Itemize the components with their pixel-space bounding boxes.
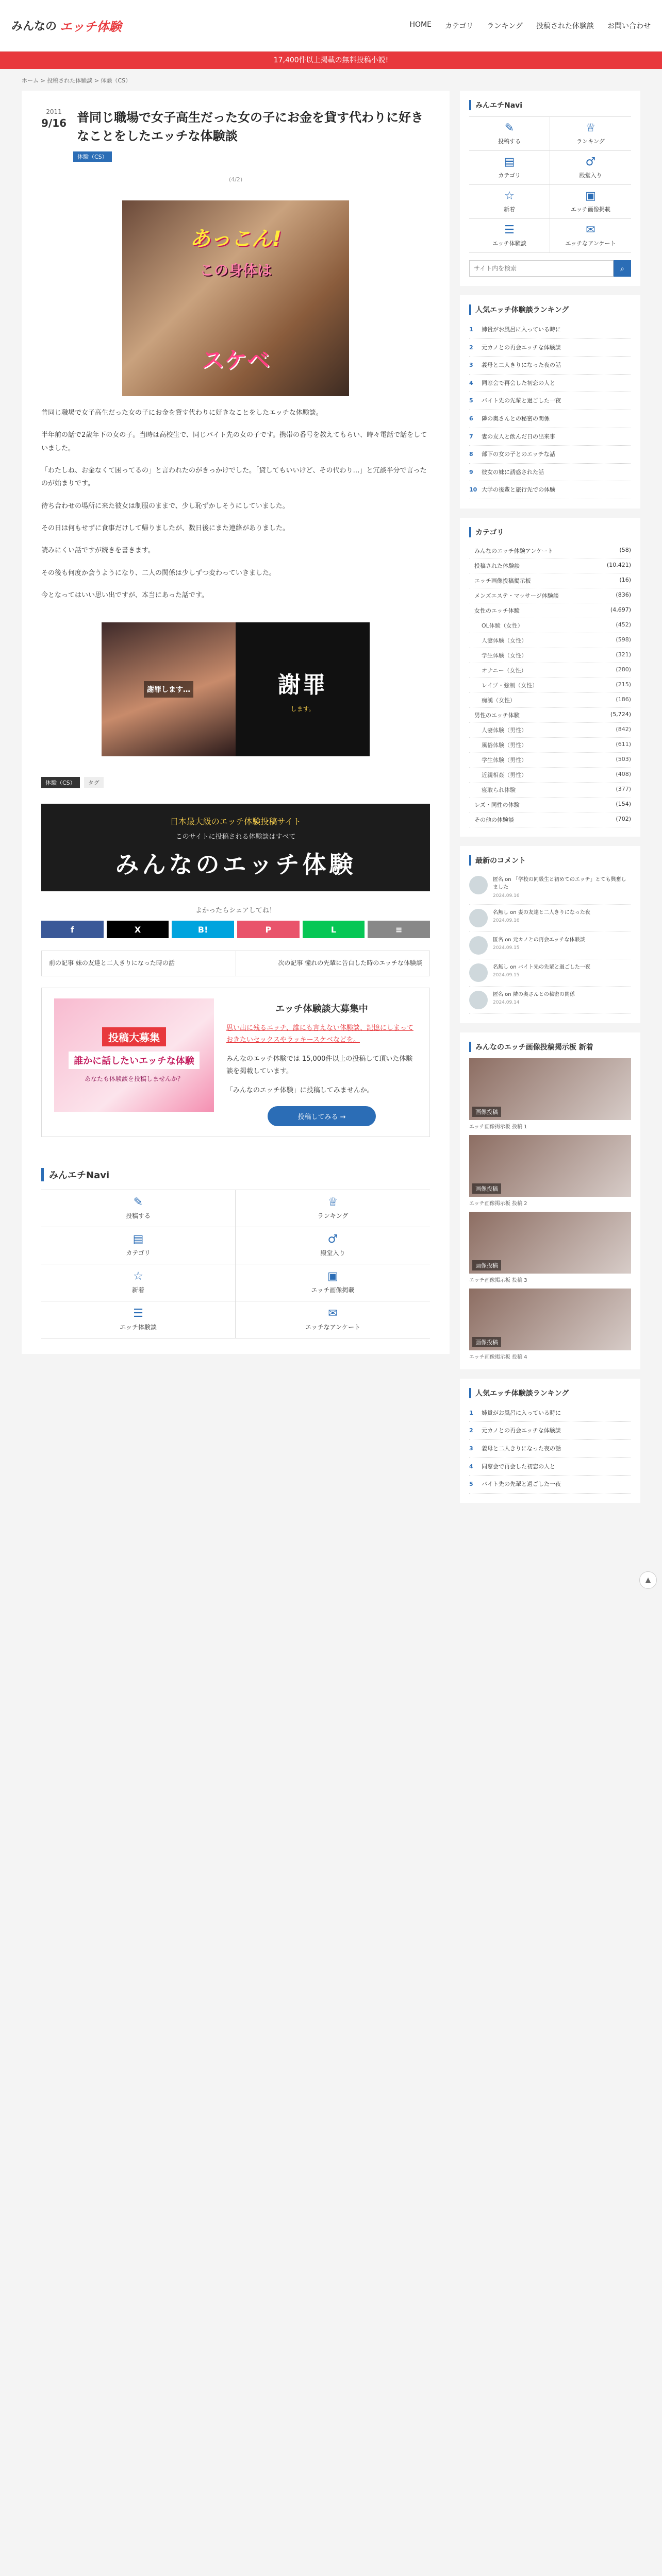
hero-text-1: あっこん!: [190, 227, 282, 251]
navi-label: 新着: [131, 1286, 144, 1294]
sidebar-navi-grid: [469, 116, 631, 253]
folder-icon: ▤: [133, 1232, 144, 1246]
share-label: よかったらシェアしてね！: [195, 907, 276, 915]
avatar: [469, 876, 488, 894]
pencil-icon: ✎: [504, 121, 515, 134]
folder-icon: ▤: [504, 155, 515, 168]
hero-image: [122, 200, 349, 396]
category-item[interactable]: 学生体験（女性） (321): [469, 648, 631, 663]
share-buttons: [41, 921, 430, 938]
sidebar-navi-title: みんエチNavi: [469, 100, 631, 110]
image-thumbnail: 画像投稿: [469, 1135, 631, 1197]
ranking-list: [469, 321, 631, 499]
category-item[interactable]: 学生体験（男性） (503): [469, 753, 631, 768]
article-main: [22, 91, 450, 1354]
camera-icon: ▣: [327, 1269, 338, 1283]
ranking-item[interactable]: 7 妻の友人と飲んだ日の出来事: [469, 428, 631, 446]
navi-label: カテゴリ: [498, 172, 521, 179]
sidebar: [460, 91, 640, 1503]
hatena-share-button[interactable]: B!: [172, 921, 234, 938]
side-navi-ranking[interactable]: [550, 117, 631, 151]
category-item[interactable]: 風俗体験（男性） (611): [469, 738, 631, 753]
navi-grid: [41, 1190, 430, 1338]
recruit-text-3: 「みんなのエッチ体験」に投稿してみませんか。: [226, 1087, 374, 1095]
ranking-title: 人気エッチ体験談ランキング: [469, 304, 631, 315]
post-submit-button[interactable]: 投稿してみる →: [268, 1106, 376, 1126]
navi-label: 殿堂入り: [320, 1249, 345, 1257]
category-item[interactable]: 男性のエッチ体験 (5,724): [469, 708, 631, 723]
category-item[interactable]: みんなのエッチ体験アンケート (58): [469, 544, 631, 558]
person-icon: ♂: [585, 155, 596, 168]
navi-label: 投稿する: [498, 138, 521, 145]
navi-label: エッチ体験談: [492, 240, 526, 247]
ranking-item[interactable]: 1 姉貴がお風呂に入っている時に: [469, 321, 631, 339]
article-paragraph: その後も何度か会うようになり、二人の関係は少しずつ変わっていきました。: [41, 569, 276, 577]
site-banner[interactable]: [41, 804, 430, 891]
ranking-item[interactable]: 6 隣の奥さんとの秘密の関係: [469, 410, 631, 428]
ranking-item[interactable]: 8 部下の女の子とのエッチな話: [469, 446, 631, 464]
category-item[interactable]: エッチ画像投稿掲示板 (16): [469, 573, 631, 588]
navi-label: 投稿する: [125, 1212, 151, 1219]
image-post[interactable]: 画像投稿 エッチ画像掲示板 投稿 3: [469, 1212, 631, 1283]
navi-section-title: みんエチNavi: [41, 1168, 430, 1181]
ranking-item[interactable]: 2 元カノとの再会エッチな体験談: [469, 339, 631, 357]
image-post[interactable]: 画像投稿 エッチ画像掲示板 投稿 1: [469, 1058, 631, 1130]
pencil-icon: ✎: [133, 1195, 143, 1209]
comments-title: 最新のコメント: [469, 855, 631, 866]
avatar: [469, 991, 488, 1009]
ranking-item[interactable]: 10 大学の後輩と旅行先での体験: [469, 481, 631, 499]
nav-ranking[interactable]: ランキング: [487, 22, 523, 30]
image-post[interactable]: 画像投稿 エッチ画像掲示板 投稿 4: [469, 1289, 631, 1360]
pocket-share-button[interactable]: P: [237, 921, 300, 938]
image-post[interactable]: 画像投稿 エッチ画像掲示板 投稿 2: [469, 1135, 631, 1207]
image-board-title: みんなのエッチ画像投稿掲示板 新着: [469, 1042, 631, 1052]
promo-ad-left: [102, 622, 236, 756]
navi-image-board[interactable]: [236, 1264, 430, 1301]
recruit-text-2: みんなのエッチ体験では 15,000件以上の投稿して頂いた体験談を掲載しています。: [226, 1055, 413, 1075]
site-header: [0, 0, 662, 52]
scroll-top-button[interactable]: ▲: [639, 1571, 657, 1589]
post-tag-list: [41, 777, 430, 788]
navi-label: カテゴリ: [126, 1249, 151, 1257]
crown-icon: ♕: [585, 121, 596, 134]
side-navi-stories[interactable]: [469, 219, 550, 253]
ranking-widget: [460, 295, 640, 509]
global-nav: [409, 21, 651, 31]
avatar: [469, 909, 488, 927]
banner-line-2: このサイトに投稿される体験談はすべて: [175, 833, 296, 841]
hero-text-3: スケベ: [202, 347, 270, 374]
recruit-box: [41, 988, 430, 1137]
ranking-item[interactable]: 4 同窓会で再会した初恋の人と: [469, 1458, 631, 1476]
category-item[interactable]: レズ・同性の体験 (154): [469, 798, 631, 812]
breadcrumb[interactable]: ホーム > 投稿された体験談 > 体験（CS）: [22, 77, 131, 84]
ranking-item[interactable]: 5 バイト先の先輩と過ごした一夜: [469, 392, 631, 410]
side-navi-new[interactable]: [469, 185, 550, 219]
navi-label: 新着: [504, 206, 515, 213]
side-navi-survey[interactable]: [550, 219, 631, 253]
recruit-image-subtitle: 誰かに話したいエッチな体験: [69, 1052, 200, 1069]
search-button[interactable]: [614, 260, 631, 277]
recruit-title: エッチ体験談大募集中: [275, 1003, 368, 1014]
category-item[interactable]: 人妻体験（女性） (598): [469, 633, 631, 648]
content-wrapper: [22, 91, 640, 1503]
list-icon: ☰: [133, 1307, 143, 1320]
post-tag[interactable]: タグ: [84, 777, 104, 788]
camera-icon: ▣: [585, 189, 596, 202]
article-paragraph: 今となってはいい思い出ですが、本当にあった話です。: [41, 591, 208, 600]
comment-item[interactable]: 名無し on 妻の友達と二人きりになった夜 2024.09.16: [469, 905, 631, 932]
x-share-button[interactable]: X: [107, 921, 169, 938]
sidebar-navi: [460, 91, 640, 286]
comment-item[interactable]: 匿名 on 元カノとの再会エッチな体験談 2024.09.15: [469, 932, 631, 959]
mail-icon: ✉: [328, 1307, 338, 1320]
promo-ad-right: [236, 622, 370, 756]
article-body: [41, 406, 430, 602]
recruit-image[interactable]: [54, 998, 214, 1112]
comment-item[interactable]: 匿名 on 「学校の同級生と初めてのエッチ」とても興奮しました 2024.09.16: [469, 872, 631, 905]
person-icon: ♂: [327, 1232, 338, 1246]
navi-post[interactable]: [41, 1190, 236, 1227]
search-icon: ⌕: [620, 264, 624, 273]
category-widget: [460, 518, 640, 837]
post-category-tag[interactable]: 体験（CS）: [41, 777, 80, 788]
star-icon: ☆: [133, 1269, 143, 1283]
navi-label: 殿堂入り: [579, 172, 602, 179]
navi-label: ランキング: [317, 1212, 349, 1219]
promo-ad-image[interactable]: [102, 622, 370, 756]
nav-home[interactable]: HOME: [409, 20, 432, 29]
article-paragraph: 待ち合わせの場所に来た彼女は制服のままで、少し恥ずかしそうにしていました。: [41, 502, 289, 510]
copy-share-button[interactable]: ≡: [368, 921, 430, 938]
side-navi-category[interactable]: [469, 151, 550, 185]
category-tag[interactable]: 体験（CS）: [73, 151, 112, 162]
navi-label: エッチなアンケート: [305, 1323, 361, 1331]
ranking-item[interactable]: 4 同窓会で再会した初恋の人と: [469, 375, 631, 393]
article-paragraph: 普同じ職場で女子高生だった女の子にお金を貸す代わりに好きなことをしたエッチな体験談。: [41, 409, 323, 417]
ranking-title-2: 人気エッチ体験談ランキング: [469, 1388, 631, 1398]
logo-text: みんなの: [11, 20, 57, 33]
search-form: [469, 260, 631, 277]
navi-label: エッチ体験談: [120, 1323, 157, 1331]
prev-next-nav: [41, 951, 430, 976]
image-thumbnail: 画像投稿: [469, 1058, 631, 1120]
recruit-body: [226, 998, 417, 1126]
ranking-item[interactable]: 5 バイト先の先輩と過ごした一夜: [469, 1476, 631, 1494]
site-logo[interactable]: [11, 16, 122, 35]
article-paragraph: その日は何もせずに食事だけして帰りましたが、数日後にまた連絡がありました。: [41, 524, 290, 533]
category-item[interactable]: メンズエステ・マッサージ体験談 (836): [469, 588, 631, 603]
category-item[interactable]: 投稿された体験談 (10,421): [469, 558, 631, 573]
avatar: [469, 936, 488, 955]
search-input[interactable]: [469, 260, 614, 277]
article-header: [41, 108, 430, 145]
navi-label: エッチ画像掲載: [571, 206, 610, 213]
ranking-item[interactable]: 3 義母と二人きりになった夜の話: [469, 1440, 631, 1458]
post-date-md: 9/16: [41, 116, 67, 129]
avatar: [469, 963, 488, 982]
navi-label: ランキング: [576, 138, 605, 145]
image-board-widget: [460, 1032, 640, 1369]
facebook-share-button[interactable]: f: [41, 921, 104, 938]
prev-article-link[interactable]: 前の記事 妹の友達と二人きりになった時の話: [49, 959, 175, 967]
category-item[interactable]: レイプ・強制（女性） (215): [469, 678, 631, 693]
banner-line-3: みんなのエッチ体験: [115, 851, 356, 879]
next-article-link[interactable]: 次の記事 憧れの先輩に告白した時のエッチな体験談: [236, 951, 430, 975]
hero-caption: (4/2): [228, 176, 243, 183]
comments-widget: [460, 846, 640, 1023]
category-item[interactable]: 女性のエッチ体験 (4,697): [469, 603, 631, 618]
nav-category[interactable]: カテゴリ: [444, 22, 474, 30]
line-share-button[interactable]: L: [303, 921, 365, 938]
navi-stories[interactable]: [41, 1301, 236, 1338]
category-list: [469, 544, 631, 827]
article-paragraph: 「わたしね、お金なくて困ってるの」と言われたのがきっかけでした。「貸してもいいけど、その代わり…」と冗談半分で言ったのが始まりです。: [41, 467, 427, 488]
comment-item[interactable]: 匿名 on 隣の奥さんとの秘密の関係 2024.09.14: [469, 987, 631, 1014]
nav-contact[interactable]: お問い合わせ: [607, 22, 651, 30]
promo-left-text: 謝罪します…: [144, 681, 193, 698]
crown-icon: ♕: [327, 1195, 338, 1209]
navi-label: エッチ画像掲載: [311, 1286, 355, 1294]
navi-category[interactable]: [41, 1227, 236, 1264]
ranking-item[interactable]: 1 姉貴がお風呂に入っている時に: [469, 1404, 631, 1422]
mail-icon: ✉: [586, 223, 595, 236]
category-item[interactable]: OL体験（女性） (452): [469, 618, 631, 633]
recruit-image-note: あなたも体験談を投稿しませんか？: [84, 1075, 184, 1082]
navi-survey[interactable]: [236, 1301, 430, 1338]
navi-hall-of-fame[interactable]: [236, 1227, 430, 1264]
ranking-widget-2: [460, 1379, 640, 1503]
star-icon: ☆: [504, 189, 515, 202]
ranking-item[interactable]: 3 義母と二人きりになった夜の話: [469, 357, 631, 375]
category-title: カテゴリ: [469, 527, 631, 537]
image-thumbnail: 画像投稿: [469, 1212, 631, 1274]
category-item[interactable]: オナニー（女性） (280): [469, 663, 631, 678]
category-item[interactable]: 痴漢（女性） (186): [469, 693, 631, 708]
logo-accent-text: エッチ体験: [60, 20, 122, 34]
category-item[interactable]: 寝取られ体験 (377): [469, 783, 631, 798]
category-item[interactable]: その他の体験談 (702): [469, 812, 631, 827]
ranking-list-2: [469, 1404, 631, 1494]
article-paragraph: 半年前の話で2歳年下の女の子。当時は高校生で、同じバイト先の女の子です。携帯の番号を教えてもらい、時々電話で話をしていました。: [41, 431, 427, 452]
top-notice-bar[interactable]: 17,400件以上掲載の無料投稿小説!: [0, 52, 662, 69]
article-tags: [73, 151, 430, 162]
post-date-year: 2011: [46, 108, 62, 115]
article-paragraph: 読みにくい話ですが続きを書きます。: [41, 547, 155, 555]
image-thumbnail: 画像投稿: [469, 1289, 631, 1350]
category-item[interactable]: 人妻体験（男性） (842): [469, 723, 631, 738]
side-navi-image-board[interactable]: [550, 185, 631, 219]
article-title: 普同じ職場で女子高生だった女の子にお金を貸す代わりに好きなことをしたエッチな体験談: [77, 110, 424, 143]
promo-small-text: します。: [290, 705, 315, 713]
navi-ranking[interactable]: [236, 1190, 430, 1227]
navi-new[interactable]: [41, 1264, 236, 1301]
recruit-text-1: 思い出に残るエッチ、誰にも言えない体験談、記憶にしまっておきたいセックスやラッキースケベなどを。: [226, 1024, 413, 1044]
hero-text-2: この身体は: [199, 261, 272, 279]
nav-posted[interactable]: 投稿された体験談: [536, 22, 594, 30]
ranking-item[interactable]: 2 元カノとの再会エッチな体験談: [469, 1422, 631, 1440]
ranking-item[interactable]: 9 彼女の妹に誘惑された話: [469, 464, 631, 482]
banner-line-1: 日本最大級のエッチ体験投稿サイト: [170, 817, 302, 827]
side-navi-hall-of-fame[interactable]: [550, 151, 631, 185]
post-date: [41, 108, 67, 130]
promo-big-text: 謝罪: [278, 671, 327, 698]
list-icon: ☰: [504, 223, 515, 236]
navi-label: エッチなアンケート: [565, 240, 616, 247]
recruit-image-title: 投稿大募集: [102, 1027, 166, 1046]
category-item[interactable]: 近親相姦（男性） (408): [469, 768, 631, 783]
side-navi-post[interactable]: [469, 117, 550, 151]
comment-item[interactable]: 名無し on バイト先の先輩と過ごした一夜 2024.09.15: [469, 959, 631, 987]
